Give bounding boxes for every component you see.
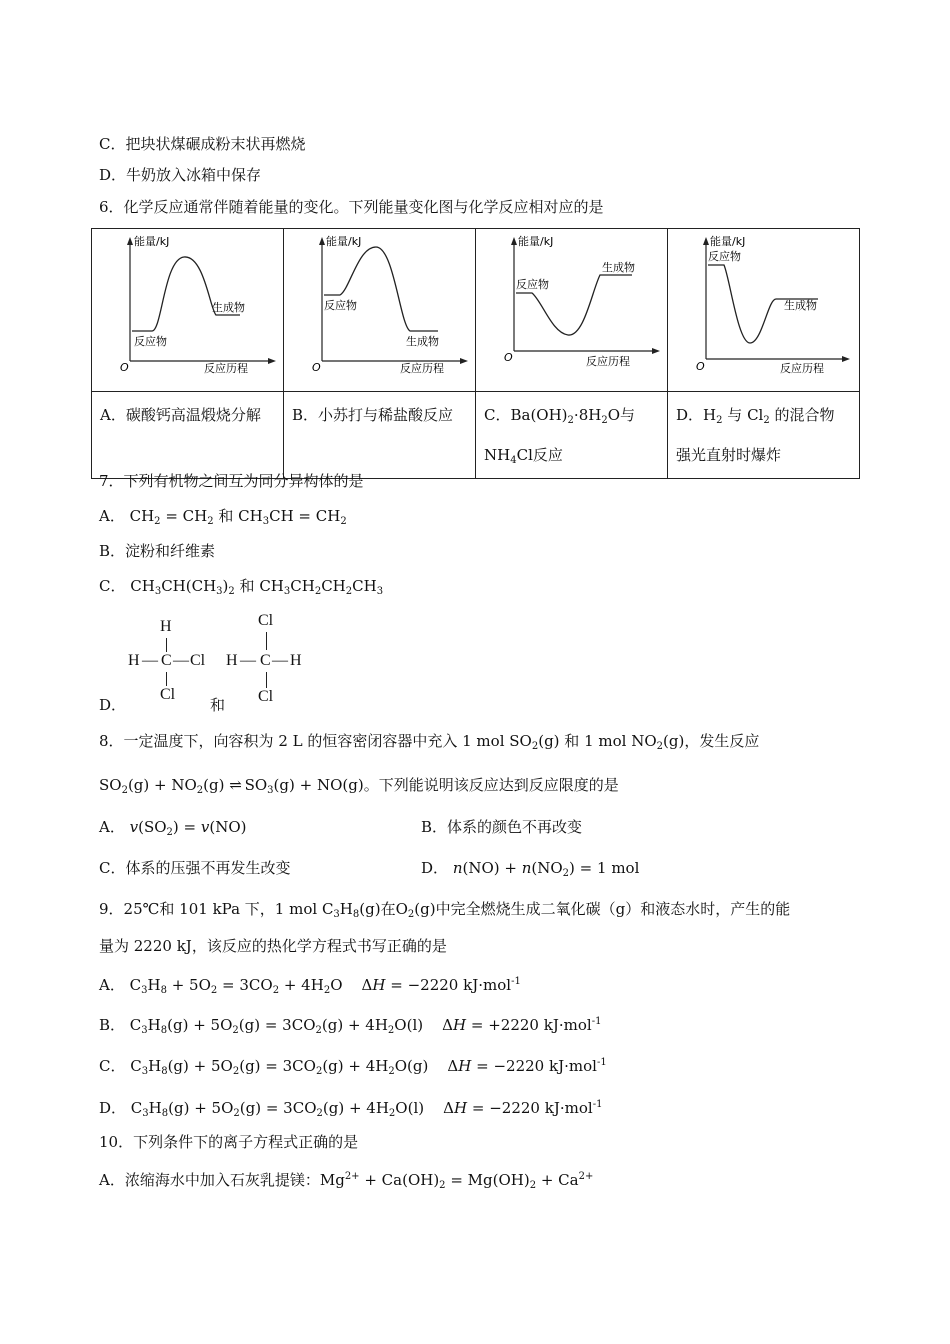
product-label: 生成物 bbox=[212, 301, 245, 314]
q8-option-c: C．体系的压强不再发生改变 bbox=[99, 859, 291, 877]
q6-option-d: D．$H_2$ 与 $Cl_2$ 的混合物 强光直射时爆炸 bbox=[668, 392, 860, 479]
q8-stem-line1: 8．一定温度下，向容积为 2 L 的恒容密闭容器中充入 1 mol $SO_2(g)$ 和 1 mol $NO_2(g)$，发生反应 bbox=[99, 732, 760, 752]
product-label: 生成物 bbox=[406, 335, 439, 348]
q6-option-a: A．碳酸钙高温煅烧分解 bbox=[92, 392, 284, 479]
q9-stem-line1: 9．25℃和 101 kPa 下，1 mol $C_3H_8(g)$在$O_2(g)$中完全燃烧生成二氧化碳（g）和液态水时，产生的能 bbox=[99, 900, 791, 920]
q6-graph-b bbox=[284, 229, 476, 392]
q8-option-a: A． $v(SO_2) = v(NO)$ bbox=[99, 818, 247, 838]
x-axis-label: 反应历程 bbox=[204, 362, 248, 375]
q8-option-b: B．体系的颜色不再改变 bbox=[421, 818, 583, 836]
x-axis-label: 反应历程 bbox=[400, 362, 444, 375]
q7-option-c: C． $CH_3CH(CH_3)_2$ 和 $CH_3CH_2CH_2CH_3$ bbox=[99, 577, 384, 597]
q7-option-b: B．淀粉和纤维素 bbox=[99, 542, 216, 560]
q6-graph-d bbox=[668, 229, 860, 392]
q8-option-d: D． $n(NO) + n(NO_2) = 1$ mol bbox=[421, 859, 640, 879]
q5-option-c: C．把块状煤碾成粉末状再燃烧 bbox=[99, 135, 306, 153]
product-label: 生成物 bbox=[602, 261, 635, 274]
q6-option-b: B．小苏打与稀盐酸反应 bbox=[284, 392, 476, 479]
reactant-label: 反应物 bbox=[324, 299, 357, 312]
origin-label: O bbox=[504, 351, 513, 364]
q9-option-a: A． $C_3H_8 + 5O_2 = 3CO_2 + 4H_2O$ ΔH = −2220 kJ·mol$^{-1}$ bbox=[99, 976, 521, 996]
product-label: 生成物 bbox=[784, 299, 817, 312]
q9-option-b: B． $C_3H_8(g) + 5O_2(g) = 3CO_2(g) + 4H_2O(l)$ ΔH = +2220 kJ·mol$^{-1}$ bbox=[99, 1016, 602, 1036]
q6-graph-a bbox=[92, 229, 284, 392]
q5-option-d: D．牛奶放入冰箱中保存 bbox=[99, 166, 262, 184]
energy-diagram-d bbox=[668, 229, 858, 387]
y-axis-label: 能量/kJ bbox=[326, 235, 362, 248]
energy-diagram-b bbox=[284, 229, 474, 387]
y-axis-label: 能量/kJ bbox=[710, 235, 746, 248]
q10-stem: 10．下列条件下的离子方程式正确的是 bbox=[99, 1133, 359, 1151]
reactant-label: 反应物 bbox=[134, 335, 167, 348]
y-axis-label: 能量/kJ bbox=[134, 235, 170, 248]
origin-label: O bbox=[312, 361, 321, 374]
q7-option-d-label: D． bbox=[99, 696, 127, 714]
q6-graph-c bbox=[476, 229, 668, 392]
energy-diagram-c bbox=[476, 229, 666, 387]
energy-diagram-a bbox=[92, 229, 282, 387]
q6-options-table bbox=[91, 228, 860, 479]
structural-formula-1: H H — C — Cl Cl bbox=[128, 618, 206, 703]
q7-option-a: A． $CH_2 = CH_2$ 和 $CH_3CH = CH_2$ bbox=[99, 507, 347, 527]
reactant-label: 反应物 bbox=[516, 278, 549, 291]
q9-stem-line2: 量为 2220 kJ，该反应的热化学方程式书写正确的是 bbox=[99, 937, 447, 955]
q6-stem: 6．化学反应通常伴随着能量的变化。下列能量变化图与化学反应相对应的是 bbox=[99, 198, 604, 216]
origin-label: O bbox=[696, 360, 705, 373]
y-axis-label: 能量/kJ bbox=[518, 235, 554, 248]
q9-option-d: D． $C_3H_8(g) + 5O_2(g) = 3CO_2(g) + 4H_2O(l)$ ΔH = −2220 kJ·mol$^{-1}$ bbox=[99, 1099, 603, 1119]
origin-label: O bbox=[120, 361, 129, 374]
reactant-label: 反应物 bbox=[708, 250, 741, 263]
x-axis-label: 反应历程 bbox=[780, 362, 824, 375]
structural-formula-2: Cl H — C — H Cl bbox=[226, 612, 302, 705]
x-axis-label: 反应历程 bbox=[586, 355, 630, 368]
q10-option-a: A．浓缩海水中加入石灰乳提镁：$Mg^{2+} + Ca(OH)_2 = Mg(OH)_2 + Ca^{2+}$ bbox=[99, 1171, 594, 1191]
q9-option-c: C． $C_3H_8(g) + 5O_2(g) = 3CO_2(g) + 4H_2O(g)$ ΔH = −2220 kJ·mol$^{-1}$ bbox=[99, 1057, 607, 1077]
q8-stem-line2: $SO_2(g) + NO_2(g)$ ⇌ $SO_3(g) + NO(g)$。下列能说明该反应达到反应限度的是 bbox=[99, 776, 619, 796]
q6-option-c: C．$Ba(OH)_2\cdot 8H_2O$与 $NH_4Cl$反应 bbox=[476, 392, 668, 479]
q7-stem: 7．下列有机物之间互为同分异构体的是 bbox=[99, 472, 364, 490]
q7-option-d-and: 和 bbox=[210, 696, 226, 714]
